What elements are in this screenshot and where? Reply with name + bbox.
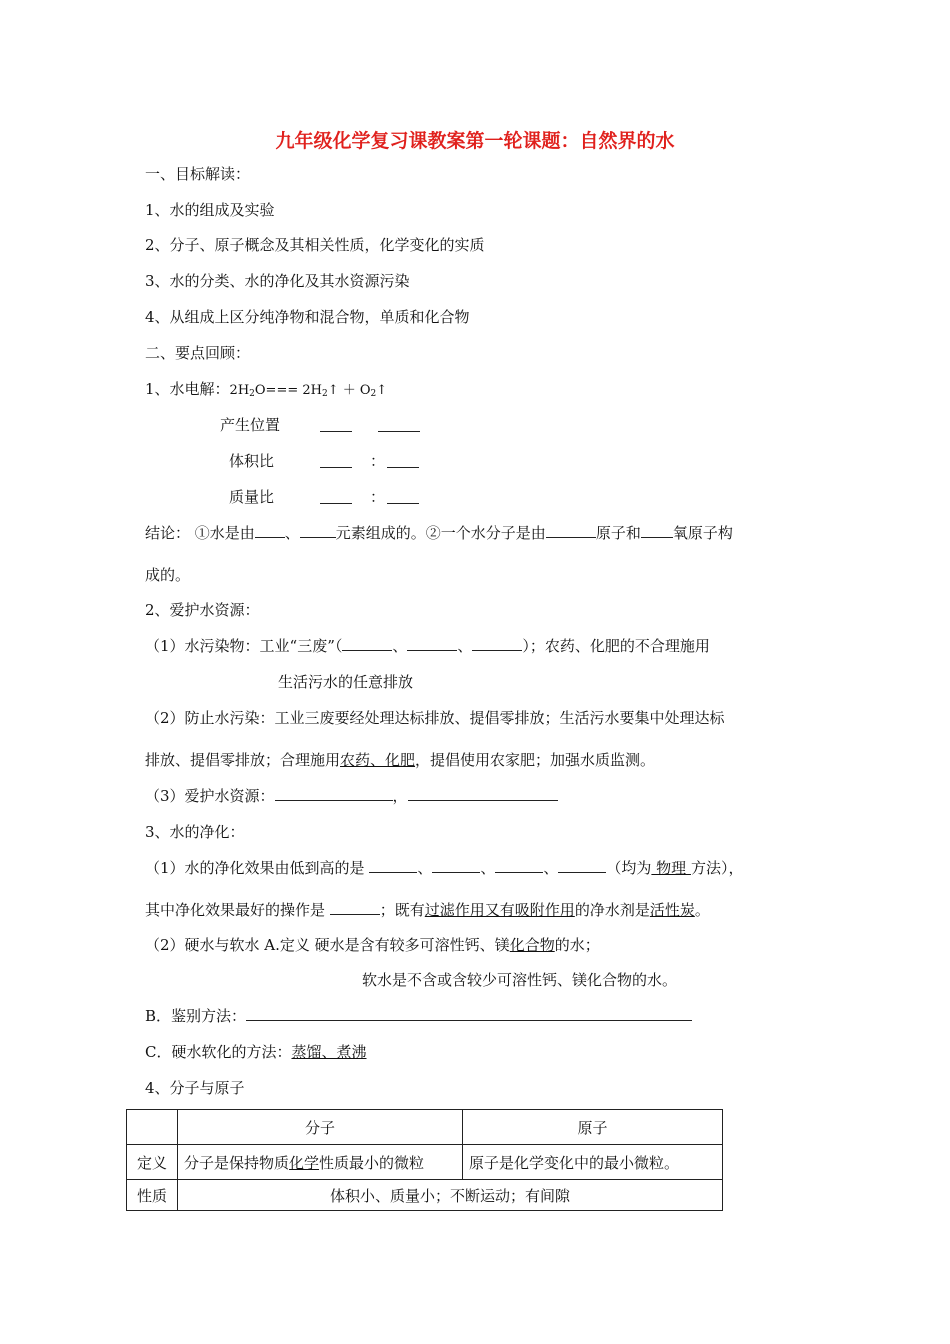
blank [320,489,352,504]
text: 排放、提倡零排放；合理施用 [145,751,341,769]
row-mass-label: 质量比 [229,488,275,506]
blank [320,453,352,468]
molecule-heading: 4、分子与原子 [145,1079,245,1097]
eq-subscript: 2 [321,389,328,399]
blank [408,786,558,801]
text: 、 [417,859,433,877]
text: C．硬水软化的方法： [145,1043,292,1061]
row-label-property: 性质 [127,1180,178,1211]
blank [387,453,419,468]
underlined-text: 农药、化肥 [340,751,416,769]
blank [472,636,522,651]
underlined-text: 活性炭 [649,901,695,919]
molecule-definition [178,1145,463,1180]
shared-property: 体积小、质量小；不断运动；有间隙 [178,1180,723,1211]
blank [378,417,420,432]
blank [369,858,417,873]
text: ）；农药、化肥的不合理施用 [522,637,710,655]
blank [300,523,336,538]
text: 其中净化效果最好的操作是 [145,901,330,919]
ratio-colon: ： [370,488,386,506]
text: ，提倡使用农家肥；加强水质监测。 [415,751,656,769]
purify-line-1 [145,858,743,878]
prevent-line-1: （2）防止水污染：工业三废要经处理达标排放、提倡零排放；生活污水要集中处理达标 [145,709,725,727]
text: 氧原子构 [672,524,733,542]
electrolysis-equation [145,379,387,404]
table-header-atom: 原子 [463,1110,723,1145]
row-position-label: 产生位置 [220,416,281,434]
soft-water-line: 软水是不含或含较少可溶性钙、镁化合物的水。 [362,971,678,989]
underlined-text: 化学 [289,1153,320,1172]
text: （1）水的净化效果由低到高的是 [145,859,370,877]
blank [330,900,380,915]
text: 。 [694,901,710,919]
conclusion-line-2: 成的。 [145,566,191,584]
row-label-definition: 定义 [127,1145,178,1180]
text: （均为 [606,859,652,877]
conclusion-line [145,523,733,543]
ratio-colon: ： [370,452,386,470]
protect-heading: 2、爱护水资源： [145,601,260,619]
section-1-heading: 一、目标解读： [145,165,251,183]
blank [407,636,457,651]
goal-item-4: 4、从组成上区分纯净物和混合物，单质和化合物 [145,308,470,326]
identify-line [145,1006,692,1026]
page-title: 九年级化学复习课教案第一轮课题：自然界的水 [275,130,675,152]
blank [387,489,419,504]
text: （1）水污染物：工业“三废”（ [145,637,343,655]
text: B．鉴别方法： [145,1007,247,1025]
purify-line-2 [145,900,710,920]
blank [432,858,480,873]
text: 的水； [554,936,600,954]
blank [275,786,393,801]
table-cell [127,1110,178,1145]
blank [558,858,606,873]
underlined-text: 过滤作用又有吸附作用 [424,901,575,919]
text: 元素组成的。②一个水分子是由 [335,524,546,542]
eq-text: ↑ [376,383,388,398]
row-volume-label: 体积比 [229,452,275,470]
text: 方法）， [690,859,744,877]
pollutant-line [145,636,710,656]
eq-text: 2H [229,383,250,398]
eq-subscript: 2 [370,389,377,399]
eq-text: ↑ ＋ O [327,383,371,398]
eq-subscript: 2 [249,389,255,399]
table-row [127,1180,723,1211]
blank [246,1006,692,1021]
section-2-heading: 二、要点回顾： [145,344,251,362]
atom-definition: 原子是化学变化中的最小微粒。 [463,1145,723,1180]
molecule-atom-table [126,1109,723,1211]
electrolysis-label: 1、水电解： [145,380,230,398]
text: 、 [457,637,473,655]
text: 、 [284,524,300,542]
underlined-text: 蒸馏、煮沸 [291,1043,367,1061]
underlined-text: 化合物 [509,936,555,954]
text: 、 [480,859,496,877]
goal-item-3: 3、水的分类、水的净化及其水资源污染 [145,272,410,290]
text: 、 [543,859,559,877]
text: （3）爱护水资源： [145,787,275,805]
text: 分子是保持物质 [184,1153,290,1172]
hard-water-line [145,935,600,955]
text: 结论： ①水是由 [145,524,255,542]
text: 、 [392,637,408,655]
text: ；既有 [379,901,425,919]
underlined-text: 物理 [651,859,691,877]
prevent-line-2 [145,750,655,770]
blank [320,417,352,432]
love-water-line [145,786,558,806]
table-row [127,1110,723,1145]
blank [342,636,392,651]
soften-line [145,1042,367,1062]
text: （2）硬水与软水 A.定义 硬水是含有较多可溶性钙、镁 [145,936,510,954]
text: 原子和 [595,524,641,542]
table-row [127,1145,723,1180]
text: 的净水剂是 [574,901,650,919]
goal-item-2: 2、分子、原子概念及其相关性质，化学变化的实质 [145,236,485,254]
purify-heading: 3、水的净化： [145,823,245,841]
text: 性质最小的微粒 [319,1153,425,1172]
goal-item-1: 1、水的组成及实验 [145,201,275,219]
pollutant-line-2: 生活污水的任意排放 [278,673,414,691]
blank [255,523,285,538]
eq-text: O=== 2H [254,383,322,398]
text: ， [392,787,408,805]
blank [546,523,596,538]
blank [641,523,673,538]
blank [495,858,543,873]
table-header-molecule: 分子 [178,1110,463,1145]
